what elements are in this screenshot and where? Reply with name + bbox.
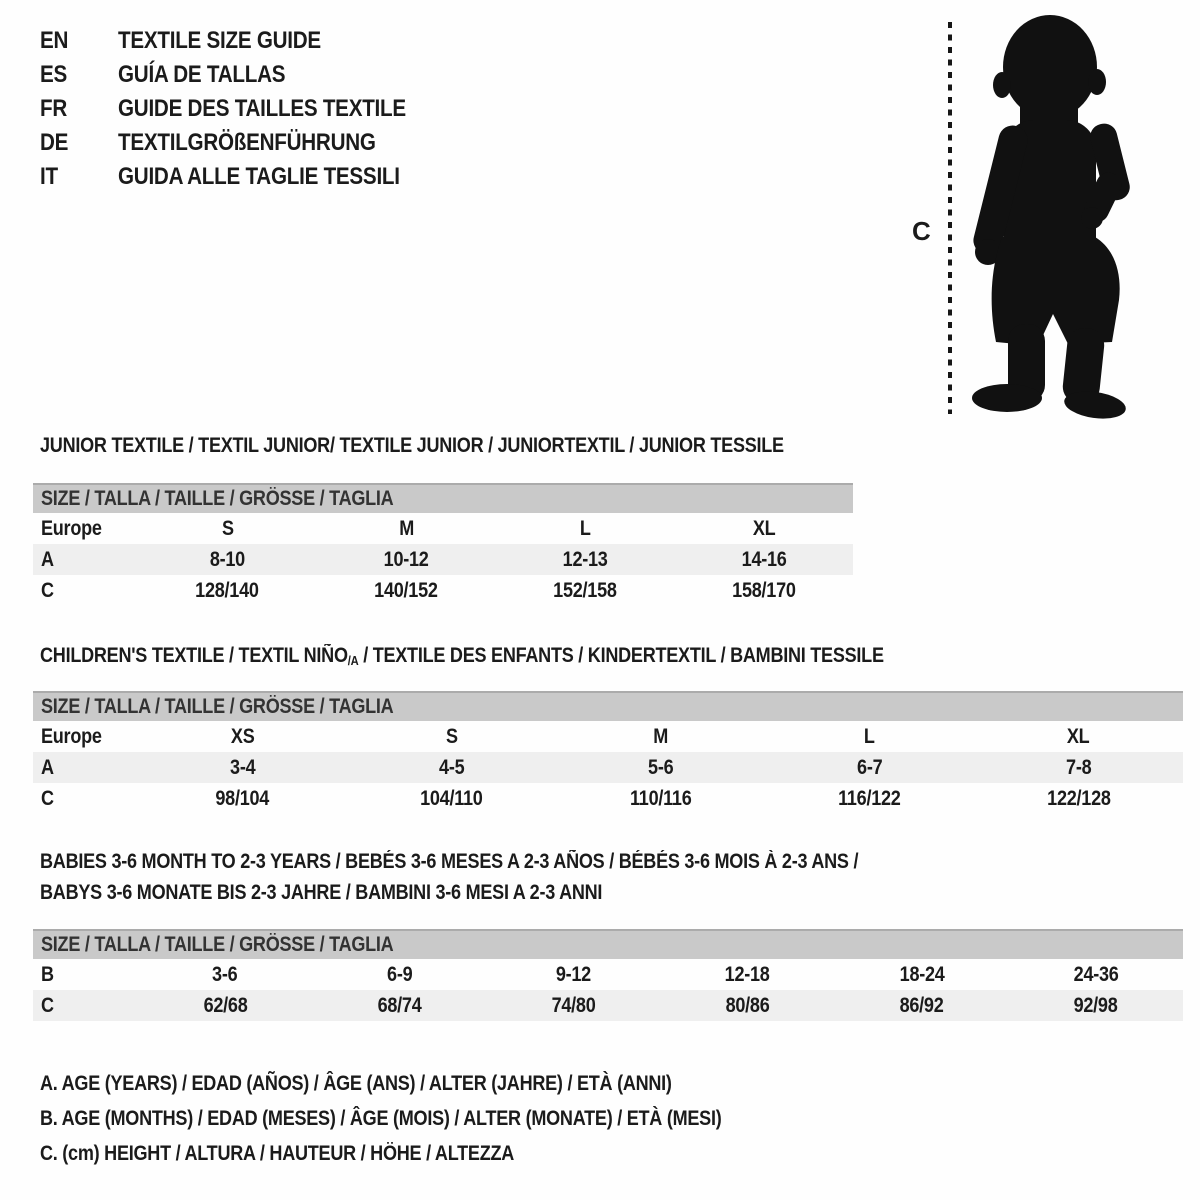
table-header-label: SIZE / TALLA / TAILLE / GRÖSSE / TAGLIA: [41, 487, 394, 510]
height-dashed-line: [948, 22, 952, 414]
language-title-it: GUIDA ALLE TAGLIE TESSILI: [118, 163, 400, 190]
language-code-de: DE: [40, 129, 69, 156]
legend-line-b: B. AGE (MONTHS) / EDAD (MESES) / ÂGE (MOIS) / ALTER (MONATE) / ETÀ (MESI): [40, 1106, 722, 1130]
table-row-age: A 3-4 4-5 5-6 6-7 7-8: [33, 752, 1183, 783]
language-row-fr: [40, 92, 453, 126]
table-row-height: C 128/140 140/152 152/158 158/170: [41, 578, 796, 602]
language-code-en: EN: [40, 27, 69, 54]
table-header-bar: [33, 483, 853, 513]
table-header-bar: [33, 929, 1183, 959]
language-title-en: TEXTILE SIZE GUIDE: [118, 27, 321, 54]
language-code-it: IT: [40, 163, 58, 190]
table-row-europe: Europe S M L XL: [41, 516, 775, 540]
baby-silhouette-icon: [962, 12, 1147, 420]
language-title-fr: GUIDE DES TAILLES TEXTILE: [118, 95, 406, 122]
language-title-de: TEXTILGRÖßENFÜHRUNG: [118, 129, 376, 156]
section-title-babies: BABIES 3-6 MONTH TO 2-3 YEARS / BEBÉS 3-6 MESES A 2-3 AÑOS / BÉBÉS 3-6 MOIS À 2-3 ANS / BABYS 3-6 MONATE BIS 2-3 JAHRE / BAMBINI 3-6 MESI A 2-3 ANNI: [40, 850, 859, 904]
size-table-junior: [33, 483, 853, 606]
section-title-children: CHILDREN'S TEXTILE / TEXTIL NIÑO/A / TEXTILE DES ENFANTS / KINDERTEXTIL / BAMBINI TESSILE: [40, 644, 884, 668]
table-header-label: SIZE / TALLA / TAILLE / GRÖSSE / TAGLIA: [41, 933, 394, 956]
language-list: [40, 24, 453, 194]
table-row-age: A 8-10 10-12 12-13 14-16: [33, 544, 853, 575]
table-header-bar: [33, 691, 1183, 721]
language-title-es: GUÍA DE TALLAS: [118, 61, 286, 88]
table-row-europe: Europe XS S M L XL: [41, 724, 1090, 748]
language-row-de: [40, 126, 453, 160]
language-row-es: [40, 58, 453, 92]
height-label-c: C: [912, 216, 931, 246]
table-row-months: B 3-6 6-9 9-12 12-18 18-24 24-36: [41, 962, 1119, 986]
legend-line-c: C. (cm) HEIGHT / ALTURA / HAUTEUR / HÖHE / ALTEZZA: [40, 1141, 515, 1165]
language-row-it: [40, 160, 453, 194]
legend: [40, 1066, 832, 1171]
size-table-babies: [33, 929, 1183, 1021]
legend-line-a: A. AGE (YEARS) / EDAD (AÑOS) / ÂGE (ANS) / ALTER (JAHRE) / ETÀ (ANNI): [40, 1071, 672, 1095]
nino-a-subscript: /A: [347, 653, 359, 668]
language-row-en: [40, 24, 453, 58]
table-row-height: C 62/68 68/74 74/80 80/86 86/92 92/98: [33, 990, 1183, 1021]
language-code-es: ES: [40, 61, 68, 88]
table-row-height: C 98/104 104/110 110/116 116/122 122/128: [41, 786, 1111, 810]
language-code-fr: FR: [40, 95, 68, 122]
table-header-label: SIZE / TALLA / TAILLE / GRÖSSE / TAGLIA: [41, 695, 394, 718]
section-title-junior: JUNIOR TEXTILE / TEXTIL JUNIOR/ TEXTILE JUNIOR / JUNIORTEXTIL / JUNIOR TESSILE: [40, 434, 784, 457]
size-table-children: [33, 691, 1183, 814]
